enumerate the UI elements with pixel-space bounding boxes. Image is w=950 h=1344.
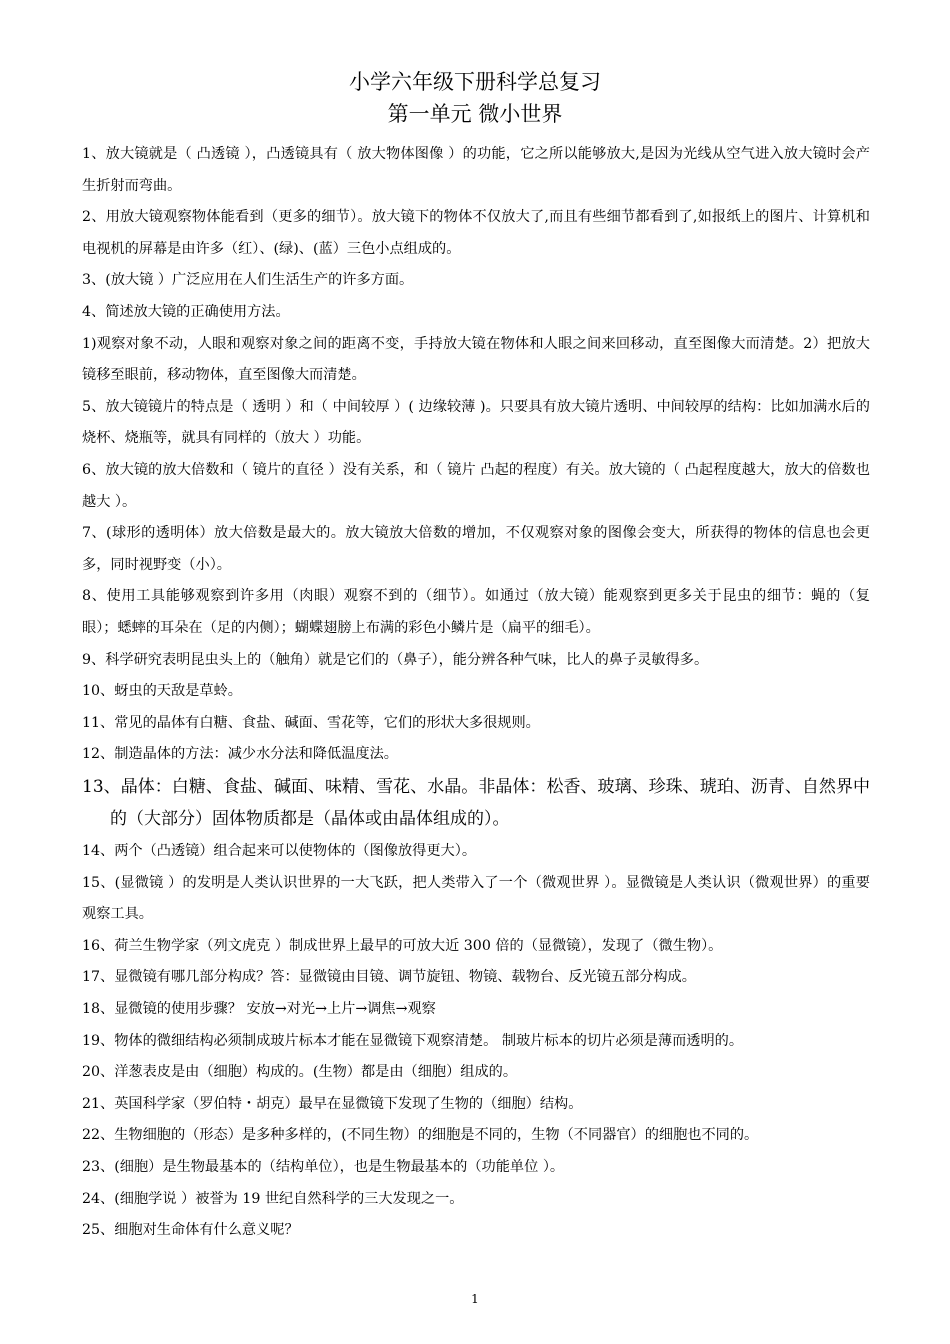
list-item: 11、常见的晶体有白糖、食盐、碱面、雪花等，它们的形状大多很规则。: [82, 714, 540, 731]
list-item: 19、物体的微细结构必须制成玻片标本才能在显微镜下观察清楚。 制玻片标本的切片必须是薄而透明的。: [82, 1032, 744, 1049]
list-item: 1)观察对象不动，人眼和观察对象之间的距离不变，手持放大镜在物体和人眼之间来回移动，直至图像大而清楚。2）把放大镜移至眼前，移动物体，直至图像大而清楚。: [82, 335, 870, 384]
list-item: 12、制造晶体的方法：减少水分法和降低温度法。: [82, 746, 398, 763]
list-item: 25、细胞对生命体有什么意义呢？: [82, 1222, 299, 1239]
list-item: 14、两个（凸透镜）组合起来可以使物体的（图像放得更大）。: [82, 843, 477, 860]
list-item: 22、生物细胞的（形态）是多种多样的，(不同生物）的细胞是不同的，生物（不同器官）的细胞也不同的。: [82, 1127, 759, 1144]
list-item: 10、蚜虫的天敌是草蛉。: [82, 683, 242, 700]
list-item: 9、科学研究表明昆虫头上的（触角）就是它们的（鼻子），能分辨各种气味，比人的鼻子灵敏得多。: [82, 651, 709, 668]
page-title: 小学六年级下册科学总复习: [349, 70, 601, 94]
list-item: 5、放大镜镜片的特点是（ 透明 ）和（ 中间较厚 ）( 边缘较薄 )。只要具有放大镜片透明、中间较厚的结构：比如加满水后的烧杯、烧瓶等，就具有同样的（放大 ）功能。: [82, 398, 870, 447]
list-item: 15、(显微镜 ）的发明是人类认识世界的一大飞跃，把人类带入了一个（微观世界 ）。显微镜是人类认识（微观世界）的重要观察工具。: [82, 874, 870, 923]
list-item: 1、放大镜就是（ 凸透镜 ），凸透镜具有（ 放大物体图像 ）的功能，它之所以能够放大,是因为光线从空气进入放大镜时会产生折射而弯曲。: [82, 146, 870, 194]
list-item: 6、放大镜的放大倍数和（ 镜片的直径 ）没有关系，和（ 镜片 凸起的程度）有关。放大镜的（ 凸起程度越大，放大的倍数也越大 ）。: [82, 461, 870, 510]
list-item: 16、荷兰生物学家（列文虎克 ）制成世界上最早的可放大近 300 倍的（显微镜），发现了（微生物）。: [82, 937, 723, 954]
unit-title: 第一单元 微小世界: [387, 102, 563, 126]
list-item: 13、晶体：白糖、食盐、碱面、味精、雪花、水晶。非晶体：松香、玻璃、珍珠、琥珀、沥青、自然界中的（大部分）固体物质都是（晶体或由晶体组成的）。: [82, 776, 870, 830]
list-item: 4、简述放大镜的正确使用方法。: [82, 303, 290, 320]
list-item: 17、显微镜有哪几部分构成？答：显微镜由目镜、调节旋钮、物镜、载物台、反光镜五部分构成。: [82, 969, 696, 986]
list-item: 2、用放大镜观察物体能看到（更多的细节）。放大镜下的物体不仅放大了,而且有些细节都看到了,如报纸上的图片、计算机和电视机的屏幕是由许多（红）、(绿)、(蓝）三色小点组成的。: [82, 209, 870, 257]
list-item: 7、(球形的透明体）放大倍数是最大的。放大镜放大倍数的增加，不仅观察对象的图像会变大，所获得的物体的信息也会更多，同时视野变（小）。: [82, 525, 870, 573]
list-item: 21、英国科学家（罗伯特・胡克）最早在显微镜下发现了生物的（细胞）结构。: [82, 1095, 583, 1112]
list-item: 24、(细胞学说 ）被誉为 19 世纪自然科学的三大发现之一。: [82, 1190, 464, 1207]
list-item: 18、显微镜的使用步骤？ 安放→对光→上片→调焦→观察: [82, 1001, 436, 1018]
review-list: [82, 139, 870, 1247]
list-item: 20、洋葱表皮是由（细胞）构成的。(生物）都是由（细胞）组成的。: [82, 1064, 518, 1081]
list-item: 23、(细胞）是生物最基本的（结构单位），也是生物最基本的（功能单位 ）。: [82, 1159, 565, 1175]
list-item: 8、使用工具能够观察到许多用（肉眼）观察不到的（细节）。如通过（放大镜）能观察到更多关于昆虫的细节：蝇的（复眼）；蟋蟀的耳朵在（足的内侧）；蝴蝶翅膀上布满的彩色小鳞片是（扁平的细毛）。: [82, 588, 870, 636]
page-number: 1: [471, 1292, 479, 1306]
list-item: 3、(放大镜 ）广泛应用在人们生活生产的许多方面。: [82, 272, 414, 289]
